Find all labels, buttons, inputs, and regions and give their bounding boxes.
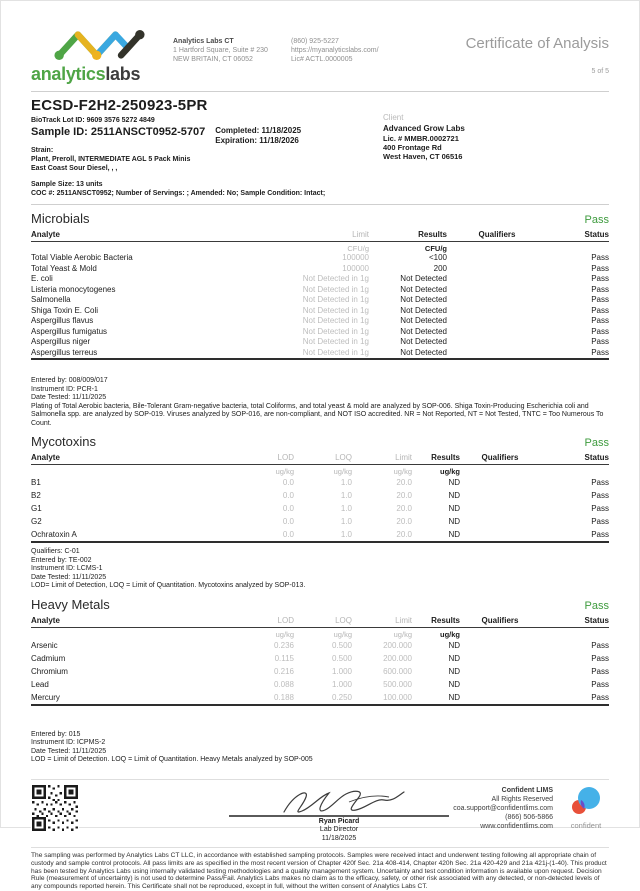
footer-bottom-divider [31, 847, 609, 848]
lod-cell: 0.0 [282, 478, 294, 487]
loq-cell: 1.0 [340, 491, 352, 500]
loq-cell: 1.0 [340, 530, 352, 539]
limit-cell: 500.000 [383, 679, 412, 689]
table-row [31, 264, 609, 275]
lab-name: Analytics Labs CT [173, 38, 234, 45]
table-row [31, 665, 609, 678]
qualifiers-cell [460, 489, 540, 502]
analyticslabs-logo [31, 27, 159, 85]
table-row [31, 476, 609, 489]
date-tested: Date Tested: 11/11/2025 [31, 394, 107, 401]
lod-cell: 0.0 [282, 517, 294, 526]
entered-by: Entered by: TE-002 [31, 556, 92, 564]
col-limit: Limit [395, 615, 412, 625]
qualifiers-cell [447, 264, 547, 275]
analyte-cell: B1 [31, 478, 41, 487]
instrument-id: Instrument ID: LCMS-1 [31, 565, 103, 572]
lims-phone: (866) 506-5866 [505, 813, 553, 821]
qualifiers-cell [447, 306, 547, 317]
limit-unit: ug/kg [393, 467, 412, 476]
table-row [31, 306, 609, 317]
lod-cell: 0.0 [282, 504, 294, 513]
status-cell: Pass [591, 326, 609, 336]
table-row [31, 285, 609, 296]
qualifiers-note: Qualifiers: C-01 [31, 548, 80, 555]
lod-cell: 0.216 [273, 666, 294, 676]
disclaimer-text: The sampling was performed by Analytics Labs CT LLC, in accordance with established sampling protocols. Samples were received intact and underwent testing following all appropriate chain of custody and sample control protocols. All pass limits are as specified in the most recent version of Chapter 420f Sec. 21a 408-414, Chapter 420h Sec. 21a 420-429 and 21a 421j-(1-40). This product has been tested by Analytics Labs using internally validated testing methodologies and a quality management system. Uncertainty and test condition information is available upon request. Decision Rule (measurement of uncertainty) is not used to determine Pass/Fail. Analytics Labs makes no claim as to the efficacy, safety, or other risk associated with any detected, or non-detected levels of any compounds reported herein. This Certificate shall not be reproduced, except in full, without the written consent of Analytics Labs CT. [31, 852, 607, 891]
sample-name: ECSD-F2H2-250923-5PR [31, 97, 208, 114]
lims-website-link[interactable]: www.confidentlims.com [480, 822, 553, 830]
analyte-cell: Listeria monocytogenes [31, 284, 116, 294]
qualifiers-cell [447, 327, 547, 338]
limit-cell: 100000 [342, 263, 369, 273]
loq-cell: 1.0 [340, 517, 352, 526]
zigzag-chart-icon [31, 27, 153, 63]
table-row [31, 515, 609, 528]
lab-address-line1: 1 Hartford Square, Suite # 230 [173, 47, 268, 54]
limit-cell: Not Detected in 1g [302, 295, 369, 304]
table-row [31, 489, 609, 502]
brand-wordmark [31, 64, 159, 85]
limit-cell: Not Detected in 1g [302, 284, 369, 294]
col-limit: Limit [352, 230, 369, 239]
limit-cell: Not Detected in 1g [302, 305, 369, 315]
col-loq: LOQ [335, 615, 352, 625]
status-cell: Pass [591, 305, 609, 315]
heavy-metals-title: Heavy Metals [31, 596, 110, 612]
analyte-cell: E. coli [31, 274, 53, 283]
heavy-metals-status-badge: Pass [584, 599, 609, 612]
microbials-units-row [31, 242, 609, 253]
table-row [31, 316, 609, 327]
status-cell: Pass [591, 666, 609, 676]
section-microbials [31, 211, 609, 428]
limit-cell: 20.0 [396, 478, 412, 487]
results-cell: ND [448, 478, 460, 487]
limit-cell: 200.000 [383, 653, 412, 663]
heavy-metals-units-row [31, 628, 609, 639]
analyte-cell: Cadmium [31, 653, 66, 663]
heavy-metals-table [31, 639, 609, 706]
instrument-id: Instrument ID: PCR-1 [31, 385, 98, 393]
confident-circles-icon [569, 786, 603, 816]
results-cell: Not Detected [400, 305, 447, 315]
status-cell: Pass [591, 530, 609, 539]
limit-cell: 20.0 [396, 504, 412, 513]
analyte-cell: G2 [31, 517, 42, 526]
analyte-cell: Salmonella [31, 295, 71, 304]
results-cell: Not Detected [400, 316, 447, 325]
results-unit: ug/kg [440, 629, 460, 639]
lod-cell: 0.0 [282, 530, 294, 539]
qualifiers-cell [447, 337, 547, 348]
qualifiers-cell [460, 639, 540, 652]
qualifiers-cell [460, 476, 540, 489]
status-cell: Pass [591, 653, 609, 663]
mycotoxins-table [31, 476, 609, 543]
sample-divider [31, 204, 609, 205]
qualifiers-cell [460, 678, 540, 691]
status-cell: Pass [591, 504, 609, 513]
loq-unit: ug/kg [333, 467, 352, 476]
loq-cell: 1.000 [331, 666, 352, 676]
confident-logo [563, 784, 609, 830]
col-qualifiers: Qualifiers [478, 230, 516, 239]
limit-cell: 20.0 [396, 517, 412, 526]
col-qualifiers: Qualifiers [481, 615, 519, 625]
results-cell: ND [448, 530, 460, 539]
lod-unit: ug/kg [275, 467, 294, 476]
results-cell: ND [448, 504, 460, 513]
instrument-id: Instrument ID: ICPMS-2 [31, 739, 106, 746]
analyte-cell: Total Yeast & Mold [31, 263, 97, 273]
date-tested: Date Tested: 11/11/2025 [31, 747, 107, 755]
loq-cell: 0.500 [331, 640, 352, 650]
microbials-status-badge: Pass [584, 214, 609, 226]
sample-info [31, 97, 609, 198]
lims-rights: All Rights Reserved [491, 795, 553, 803]
status-cell: Pass [591, 478, 609, 487]
limit-cell: 200.000 [383, 640, 412, 650]
col-results: Results [431, 615, 460, 625]
results-cell: ND [448, 517, 460, 526]
col-results: Results [418, 230, 447, 239]
brand-part-analytics: analytics [31, 64, 106, 84]
status-cell: Pass [591, 316, 609, 325]
qualifiers-cell [447, 295, 547, 306]
qualifiers-cell [447, 274, 547, 285]
page-number: 5 of 5 [591, 68, 609, 75]
qualifiers-cell [460, 502, 540, 515]
qualifiers-cell [447, 316, 547, 327]
table-row [31, 639, 609, 652]
section-note: Plating of Total Aerobic bacteria, Bile-Tolerant Gram-negative bacteria, total Coliforms, and total yeast & mold are analyzed by SOP-006. Shiga Toxin-Producing Escherichia coli and Salmonella spp. are analyzed by SOP-019. Viruses analyzed by SOP-016, are non-compliant, and NOT ISO accredited. NR = Not Reported, NT = Not Tested, TNTC = Too Numerous To Count. [31, 402, 604, 427]
table-row [31, 274, 609, 285]
col-status: Status [584, 615, 609, 625]
results-cell: ND [448, 491, 460, 500]
col-analyte: Analyte [31, 230, 60, 239]
table-row [31, 348, 609, 359]
lod-cell: 0.088 [273, 679, 294, 689]
col-lod: LOD [277, 453, 294, 462]
limit-cell: Not Detected in 1g [302, 337, 369, 346]
lod-cell: 0.188 [273, 692, 294, 702]
results-cell: ND [448, 653, 460, 663]
results-cell: <100 [428, 253, 447, 262]
loq-cell: 1.0 [340, 504, 352, 513]
col-analyte: Analyte [31, 615, 60, 625]
section-note: LOD= Limit of Detection, LOQ = Limit of Quantitation. Mycotoxins analyzed by SOP-013. [31, 582, 306, 589]
lod-unit: ug/kg [275, 629, 294, 639]
sample-details [31, 97, 361, 198]
table-row [31, 327, 609, 338]
results-unit: CFU/g [424, 244, 447, 253]
results-cell: Not Detected [400, 295, 447, 304]
mycotoxins-units-row [31, 465, 609, 476]
footer-top-divider [31, 779, 609, 780]
microbials-column-headers [31, 230, 609, 242]
status-cell: Pass [591, 284, 609, 294]
analyte-cell: Aspergillus niger [31, 337, 91, 346]
col-status: Status [584, 230, 609, 239]
microbials-title: Microbials [31, 211, 90, 226]
client-info [383, 97, 583, 198]
analyte-cell: Chromium [31, 666, 68, 676]
sample-size: Sample Size: 13 units [31, 181, 103, 188]
table-row [31, 502, 609, 515]
section-note: LOD = Limit of Detection. LOQ = Limit of Quantitation. Heavy Metals analyzed by SOP-005 [31, 756, 313, 763]
strain-name: East Coast Sour Diesel, , , [31, 165, 118, 172]
results-cell: Not Detected [400, 326, 447, 336]
limit-cell: 100000 [342, 253, 369, 262]
microbials-table [31, 253, 609, 360]
results-cell: Not Detected [400, 337, 447, 346]
qr-code [31, 784, 79, 832]
results-cell: Not Detected [400, 347, 447, 357]
status-cell: Pass [591, 491, 609, 500]
analyte-cell: G1 [31, 504, 42, 513]
table-row [31, 337, 609, 348]
confident-wordmark: confident [570, 820, 602, 830]
sample-dates [215, 126, 301, 146]
signature-date: 11/18/2025 [321, 834, 357, 842]
analyte-cell: Mercury [31, 692, 60, 702]
analyte-cell: Aspergillus terreus [31, 347, 98, 357]
table-row [31, 528, 609, 541]
lod-cell: 0.0 [282, 491, 294, 500]
qualifiers-cell [447, 348, 547, 359]
loq-cell: 1.000 [331, 679, 352, 689]
table-row [31, 652, 609, 665]
header-right [466, 27, 609, 75]
results-cell: ND [448, 666, 460, 676]
qualifiers-cell [460, 515, 540, 528]
status-cell: Pass [591, 692, 609, 702]
heavy-metals-footer [31, 731, 609, 765]
loq-unit: ug/kg [333, 629, 352, 639]
analyte-cell: Total Viable Aerobic Bacteria [31, 253, 133, 262]
header-divider [31, 91, 609, 92]
mycotoxins-footer [31, 548, 609, 591]
client-license: Lic. # MMBR.0002721 [383, 134, 459, 143]
results-cell: Not Detected [400, 284, 447, 294]
sample-id-row [31, 126, 361, 146]
analyte-cell: B2 [31, 491, 41, 500]
qualifiers-cell [460, 691, 540, 704]
strain-label: Strain: [31, 147, 54, 154]
signer-title: Lab Director [319, 826, 359, 833]
results-unit: ug/kg [440, 467, 460, 476]
lab-website-link[interactable]: https://myanalyticslabs.com/ [291, 47, 379, 54]
status-cell: Pass [591, 295, 609, 304]
limit-cell: 600.000 [383, 666, 412, 676]
qualifiers-cell [447, 285, 547, 296]
limit-cell: 20.0 [396, 530, 412, 539]
analyte-cell: Aspergillus flavus [31, 316, 94, 325]
loq-cell: 1.0 [340, 478, 352, 487]
status-cell: Pass [591, 263, 609, 273]
limit-cell: 100.000 [383, 692, 412, 702]
col-qualifiers: Qualifiers [481, 453, 519, 462]
footer-block [31, 784, 609, 844]
lab-address-line2: NEW BRITAIN, CT 06052 [173, 56, 253, 63]
table-row [31, 691, 609, 704]
analyte-cell: Ochratoxin A [31, 530, 77, 539]
status-cell: Pass [591, 640, 609, 650]
status-cell: Pass [591, 347, 609, 357]
table-row [31, 253, 609, 264]
qualifiers-cell [460, 528, 540, 541]
col-status: Status [584, 453, 609, 462]
results-cell: 200 [433, 263, 447, 273]
results-cell: Not Detected [400, 274, 447, 283]
status-cell: Pass [591, 337, 609, 346]
limit-cell: Not Detected in 1g [302, 316, 369, 325]
biotrack-lot-id: BioTrack Lot ID: 9609 3576 5272 4849 [31, 117, 155, 124]
results-cell: ND [448, 679, 460, 689]
limit-cell: Not Detected in 1g [302, 274, 369, 283]
section-mycotoxins [31, 434, 609, 591]
lab-license: Lic# ACTL.0000005 [291, 56, 353, 63]
lims-info [453, 784, 553, 831]
signer-name: Ryan Picard [318, 817, 360, 825]
entered-by: Entered by: 015 [31, 730, 81, 738]
lod-cell: 0.115 [274, 653, 294, 663]
client-address-line1: 400 Frontage Rd [383, 143, 442, 152]
section-heavy-metals [31, 597, 609, 765]
product-type: Plant, Preroll, INTERMEDIATE AGL 5 Pack Minis [31, 156, 191, 163]
limit-unit: ug/kg [393, 629, 412, 639]
col-lod: LOD [277, 615, 294, 625]
client-name: Advanced Grow Labs [383, 124, 465, 133]
limit-cell: Not Detected in 1g [302, 347, 369, 357]
lims-email-link[interactable]: coa.support@confidentlims.com [453, 804, 553, 812]
status-cell: Pass [591, 679, 609, 689]
mycotoxins-title: Mycotoxins [31, 434, 97, 449]
limit-cell: 20.0 [396, 491, 412, 500]
lab-info [173, 27, 291, 64]
heavy-metals-column-headers [31, 616, 609, 628]
client-address-line2: West Haven, CT 06516 [383, 152, 463, 161]
qualifiers-cell [460, 652, 540, 665]
completed-date: Completed: 11/18/2025 [215, 126, 302, 135]
expiration-date: Expiration: 11/18/2026 [215, 136, 299, 145]
loq-cell: 0.250 [331, 692, 352, 702]
microbials-footer [31, 377, 609, 428]
certificate-title: Certificate of Analysis [465, 35, 609, 52]
qualifiers-cell [447, 253, 547, 264]
col-results: Results [431, 453, 460, 462]
mycotoxins-column-headers [31, 453, 609, 465]
signature-image [254, 784, 424, 818]
limit-unit: CFU/g [347, 244, 369, 253]
lod-cell: 0.236 [273, 640, 294, 650]
table-row [31, 295, 609, 306]
analyte-cell: Aspergillus fumigatus [31, 326, 108, 336]
col-limit: Limit [395, 453, 412, 462]
signature-block [229, 784, 449, 844]
sample-id: Sample ID: 2511ANSCT0952-5707 [31, 126, 206, 138]
analyte-cell: Shiga Toxin E. Coli [31, 305, 98, 315]
lims-name: Confident LIMS [501, 786, 553, 794]
status-cell: Pass [591, 517, 609, 526]
results-cell: ND [448, 692, 460, 702]
lab-contact [291, 27, 441, 64]
mycotoxins-status-badge: Pass [584, 437, 609, 449]
col-loq: LOQ [335, 453, 352, 462]
table-row [31, 678, 609, 691]
lab-phone: (860) 925-5227 [291, 38, 339, 45]
analyte-cell: Arsenic [31, 640, 58, 650]
results-cell: ND [448, 640, 460, 650]
analyte-cell: Lead [31, 679, 49, 689]
brand-part-labs: labs [105, 64, 141, 84]
coc-line: COC #: 2511ANSCT0952; Number of Servings: ; Amended: No; Sample Condition: Intact; [31, 190, 326, 197]
client-label: Client [383, 113, 404, 122]
col-analyte: Analyte [31, 453, 60, 462]
date-tested: Date Tested: 11/11/2025 [31, 573, 107, 581]
entered-by: Entered by: 008/009/017 [31, 377, 108, 384]
status-cell: Pass [591, 274, 609, 283]
status-cell: Pass [591, 253, 609, 262]
qualifiers-cell [460, 665, 540, 678]
limit-cell: Not Detected in 1g [302, 326, 369, 336]
header [31, 27, 609, 85]
loq-cell: 0.500 [331, 653, 352, 663]
